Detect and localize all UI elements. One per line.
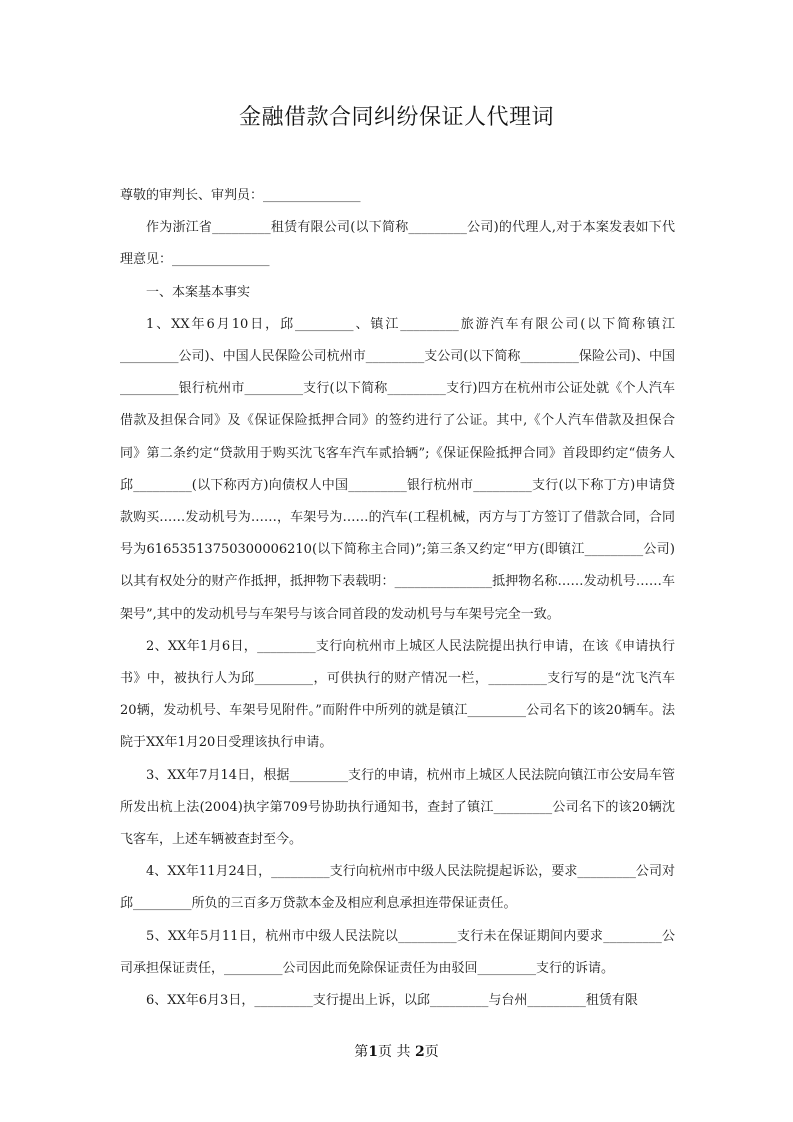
fact-paragraph-3: 3、XX年7月14日，根据_________支行的申请，杭州市上城区人民法院向镇江市公安局车管所发出杭上法(2004)执字第709号协助执行通知书，查封了镇江_________公司名下的该20辆沈飞客车，上述车辆被查封至今。	[120, 767, 675, 848]
page-footer	[0, 1041, 793, 1061]
fact-paragraph-2: 2、XX年1月6日，_________支行向杭州市上城区人民法院提出执行申请，在该《申请执行书》中，被执行人为邱_________，可供执行的财产情况一栏，_________支行写的是“沈飞汽车20辆，发动机号、车架号见附件。”而附件中所列的就是镇江_________公司名下的该20辆车。法院于XX年1月20日受理该执行申请。	[120, 638, 675, 751]
fact-paragraph-4: 4、XX年11月24日，_________支行向杭州市中级人民法院提起诉讼，要求_________公司对邱_________所负的三百多万贷款本金及相应利息承担连带保证责任。	[120, 864, 675, 912]
footer-middle: 页 共	[378, 1044, 415, 1060]
section-heading: 一、本案基本事实	[146, 284, 251, 300]
footer-total-pages: 2	[414, 1044, 425, 1060]
footer-page-number: 1	[368, 1044, 379, 1060]
document-body	[120, 180, 675, 1017]
footer-prefix: 第	[354, 1044, 369, 1060]
fact-paragraph-5: 5、XX年5月11日，杭州市中级人民法院以_________支行未在保证期间内要求_________公司承担保证责任，_________公司因此而免除保证责任为由驳回_________支行的诉请。	[120, 928, 675, 976]
intro-paragraph: 作为浙江省_________租赁有限公司(以下简称_________公司)的代理人,对于本案发表如下代理意见：_______________	[120, 220, 675, 268]
salutation: 尊敬的审判长、审判员：_______________	[120, 188, 361, 203]
footer-suffix: 页	[424, 1044, 439, 1060]
document-title: 金融借款合同纠纷保证人代理词	[238, 105, 554, 130]
fact-paragraph-1: 1、XX年6月10日，邱_________、镇江_________旅游汽车有限公司(以下简称镇江_________公司)、中国人民保险公司杭州市_________支公司(以下简称_________保险公司)、中国_________银行杭州市_________支行(以下简称_________支行)四方在杭州市公证处就《个人汽车借款及担保合同》及《保证保险抵押合同》的签约进行了公证。其中,《个人汽车借款及担保合同》第二条约定“贷款用于购买沈飞客车汽车贰拾辆”;《保证保险抵押合同》首段即约定“债务人邱_________(以下称丙方)向债权人中国_________银行杭州市_________支行(以下称丁方)申请贷款购买……发动机号为……，车架号为……的汽车(工程机械，丙方与丁方签订了借款合同，合同号为61653513750300006210(以下简称主合同)”;第三条又约定“甲方(即镇江_________公司)以其有权处分的财产作抵押，抵押物下表载明：_______________抵押物名称……发动机号……车架号”,其中的发动机号与车架号与该合同首段的发动机号与车架号完全一致。	[120, 316, 675, 622]
fact-paragraph-6: 6、XX年6月3日，_________支行提出上诉，以邱_________与台州_________租赁有限	[146, 993, 638, 1009]
